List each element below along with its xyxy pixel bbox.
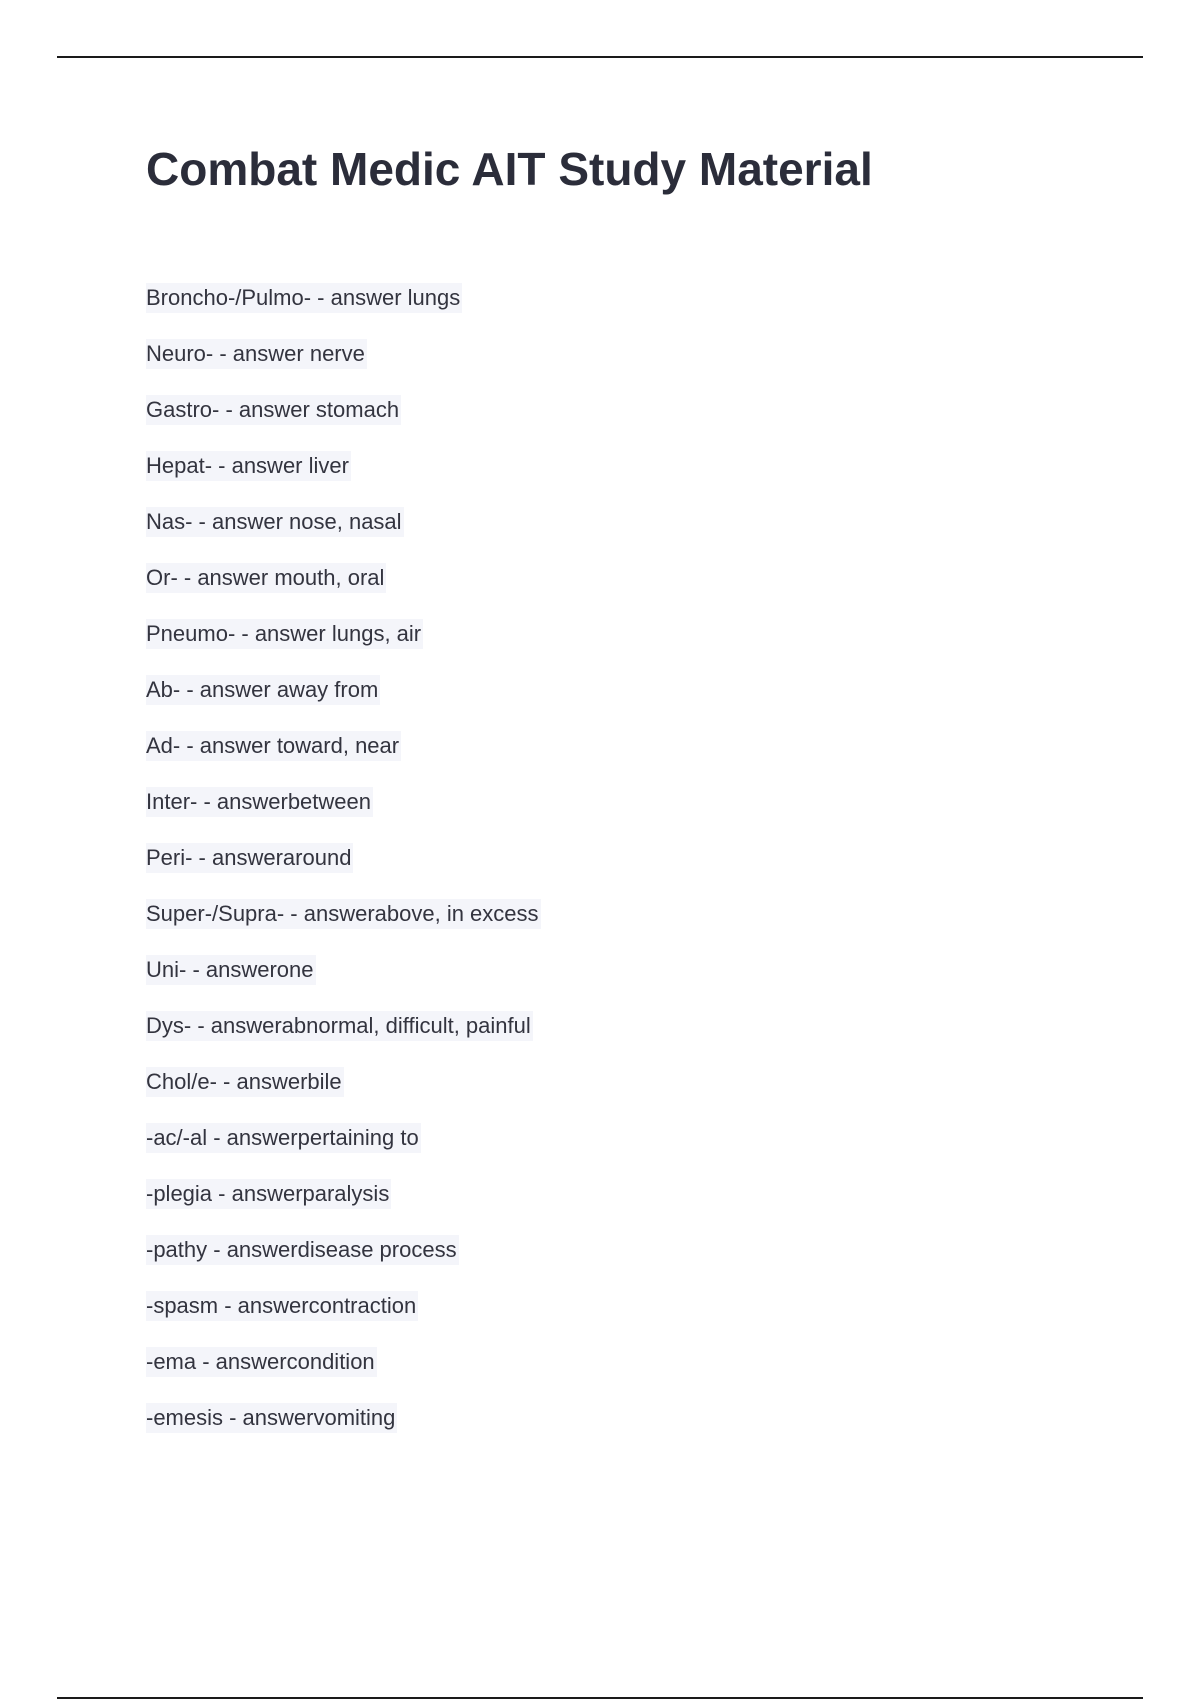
top-rule [57, 56, 1143, 58]
list-item [146, 675, 541, 731]
flashcard-list [146, 283, 541, 1459]
entry-text: Nas- - answer nose, nasal [146, 507, 404, 537]
bottom-rule [57, 1697, 1143, 1699]
list-item [146, 339, 541, 395]
list-item [146, 563, 541, 619]
list-item [146, 1011, 541, 1067]
entry-text: Ab- - answer away from [146, 675, 380, 705]
list-item [146, 283, 541, 339]
entry-text: Broncho-/Pulmo- - answer lungs [146, 283, 462, 313]
entry-text: -ema - answercondition [146, 1347, 377, 1377]
entry-text: Ad- - answer toward, near [146, 731, 401, 761]
entry-text: Hepat- - answer liver [146, 451, 351, 481]
entry-text: Super-/Supra- - answerabove, in excess [146, 899, 541, 929]
entry-text: Pneumo- - answer lungs, air [146, 619, 423, 649]
entry-text: Peri- - answeraround [146, 843, 353, 873]
entry-text: Or- - answer mouth, oral [146, 563, 386, 593]
list-item [146, 899, 541, 955]
entry-text: Gastro- - answer stomach [146, 395, 401, 425]
entry-text: -plegia - answerparalysis [146, 1179, 391, 1209]
list-item [146, 1291, 541, 1347]
entry-text: Dys- - answerabnormal, difficult, painful [146, 1011, 533, 1041]
list-item [146, 619, 541, 675]
entry-text: Chol/e- - answerbile [146, 1067, 344, 1097]
list-item [146, 955, 541, 1011]
entry-text: -emesis - answervomiting [146, 1403, 397, 1433]
page-title: Combat Medic AIT Study Material [146, 143, 873, 195]
list-item [146, 1235, 541, 1291]
entry-text: -ac/-al - answerpertaining to [146, 1123, 421, 1153]
entry-text: Uni- - answerone [146, 955, 316, 985]
entry-text: Inter- - answerbetween [146, 787, 373, 817]
list-item [146, 451, 541, 507]
list-item [146, 1403, 541, 1459]
list-item [146, 507, 541, 563]
entry-text: -pathy - answerdisease process [146, 1235, 459, 1265]
list-item [146, 1123, 541, 1179]
entry-text: -spasm - answercontraction [146, 1291, 418, 1321]
entry-text: Neuro- - answer nerve [146, 339, 367, 369]
list-item [146, 1347, 541, 1403]
list-item [146, 1179, 541, 1235]
list-item [146, 395, 541, 451]
list-item [146, 731, 541, 787]
list-item [146, 787, 541, 843]
list-item [146, 1067, 541, 1123]
list-item [146, 843, 541, 899]
